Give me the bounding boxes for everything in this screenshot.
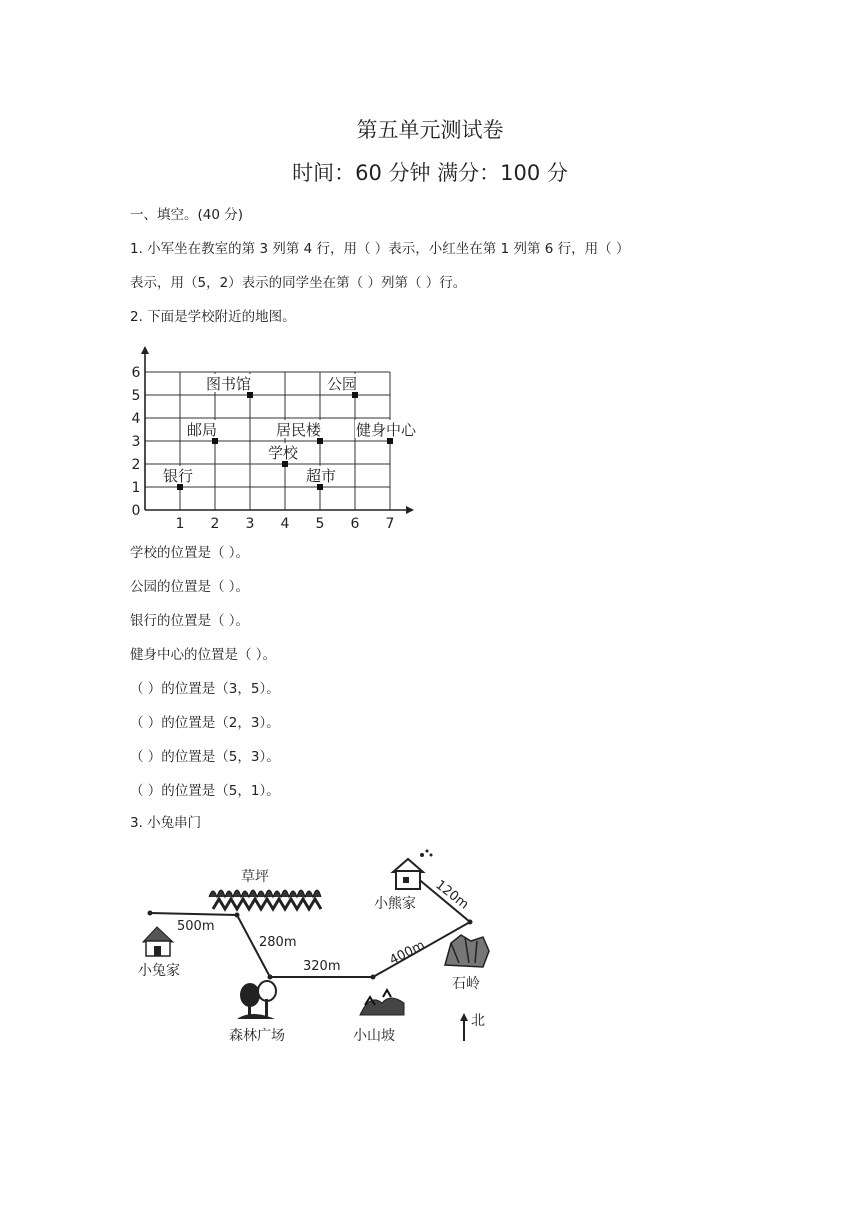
label-bear: 小熊家 <box>374 896 416 912</box>
y-tick-label: 0 <box>131 503 141 519</box>
label-rock: 石岭 <box>452 976 480 992</box>
distance-label: 320m <box>303 959 341 974</box>
q2-answer-line: 银行的位置是（ ）。 <box>130 613 250 629</box>
section-heading: 一、填空。(40 分) <box>130 207 244 223</box>
hill-icon <box>360 990 404 1015</box>
x-axis-arrow-icon <box>406 506 414 514</box>
q1-line1: 1. 小军坐在教室的第 3 列第 4 行，用（ ）表示，小红坐在第 1 列第 6 行，用（ ） <box>130 241 630 257</box>
distance-label: 500m <box>177 919 215 934</box>
rabbit-house-icon <box>143 927 173 956</box>
y-tick-label: 6 <box>131 365 141 381</box>
x-tick-label: 1 <box>175 516 185 532</box>
chart-points <box>162 374 421 490</box>
point-label: 银行 <box>163 467 194 485</box>
route-node <box>468 920 473 925</box>
q3-text: 3. 小兔串门 <box>130 815 202 831</box>
point-label: 学校 <box>268 444 299 462</box>
y-tick-label: 5 <box>131 388 141 404</box>
route-node <box>268 975 273 980</box>
route-node <box>148 911 153 916</box>
north-arrow-icon <box>460 1013 468 1041</box>
distance-label: 400m <box>387 937 428 969</box>
point-label: 邮局 <box>187 421 218 439</box>
point-label: 超市 <box>306 467 337 485</box>
q2-answer-line: 学校的位置是（ ）。 <box>130 545 250 561</box>
y-tick-label: 3 <box>131 434 141 450</box>
q2-answer-line: 健身中心的位置是（ ）。 <box>130 647 277 663</box>
north-label: 北 <box>471 1013 485 1029</box>
y-tick-label: 4 <box>131 411 141 427</box>
q2-answer-line: （ ）的位置是（2，3）。 <box>130 715 280 731</box>
q2-answer-line: （ ）的位置是（5，1）。 <box>130 783 280 799</box>
label-hill: 小山坡 <box>353 1028 395 1044</box>
q2-text: 2. 下面是学校附近的地图。 <box>130 309 296 325</box>
y-tick-label: 2 <box>131 457 141 473</box>
point-label: 公园 <box>327 375 358 393</box>
route-node <box>371 975 376 980</box>
forest-square-icon <box>237 981 276 1019</box>
label-rabbit: 小兔家 <box>138 963 180 979</box>
route-map <box>125 845 525 1055</box>
x-tick-label: 2 <box>210 516 220 532</box>
x-tick-label: 4 <box>280 516 290 532</box>
bear-house-icon <box>393 850 433 890</box>
point-label: 健身中心 <box>356 421 417 439</box>
label-grass: 草坪 <box>241 869 269 885</box>
q2-answer-line: （ ）的位置是（3，5）。 <box>130 681 280 697</box>
q2-answer-line: （ ）的位置是（5，3）。 <box>130 749 280 765</box>
distance-label: 120m <box>432 877 472 913</box>
point-label: 居民楼 <box>276 421 322 439</box>
q1-line2: 表示，用（5，2）表示的同学坐在第（ ）列第（ ）行。 <box>130 275 467 291</box>
x-tick-label: 5 <box>315 516 325 532</box>
page-subtitle: 时间：60 分钟 满分：100 分 <box>292 161 568 185</box>
y-tick-label: 1 <box>131 480 141 496</box>
y-axis-arrow-icon <box>141 346 149 354</box>
q2-answer-line: 公园的位置是（ ）。 <box>130 579 250 595</box>
route-node <box>235 913 240 918</box>
stone-ridge-icon <box>445 935 489 967</box>
grass-icon <box>209 890 321 909</box>
page-title: 第五单元测试卷 <box>356 118 504 142</box>
x-tick-label: 7 <box>385 516 395 532</box>
distance-label: 280m <box>259 935 297 950</box>
label-forest: 森林广场 <box>229 1028 285 1044</box>
x-tick-label: 6 <box>350 516 360 532</box>
school-map-chart <box>125 338 445 533</box>
point-label: 图书馆 <box>206 375 252 393</box>
x-tick-label: 3 <box>245 516 255 532</box>
